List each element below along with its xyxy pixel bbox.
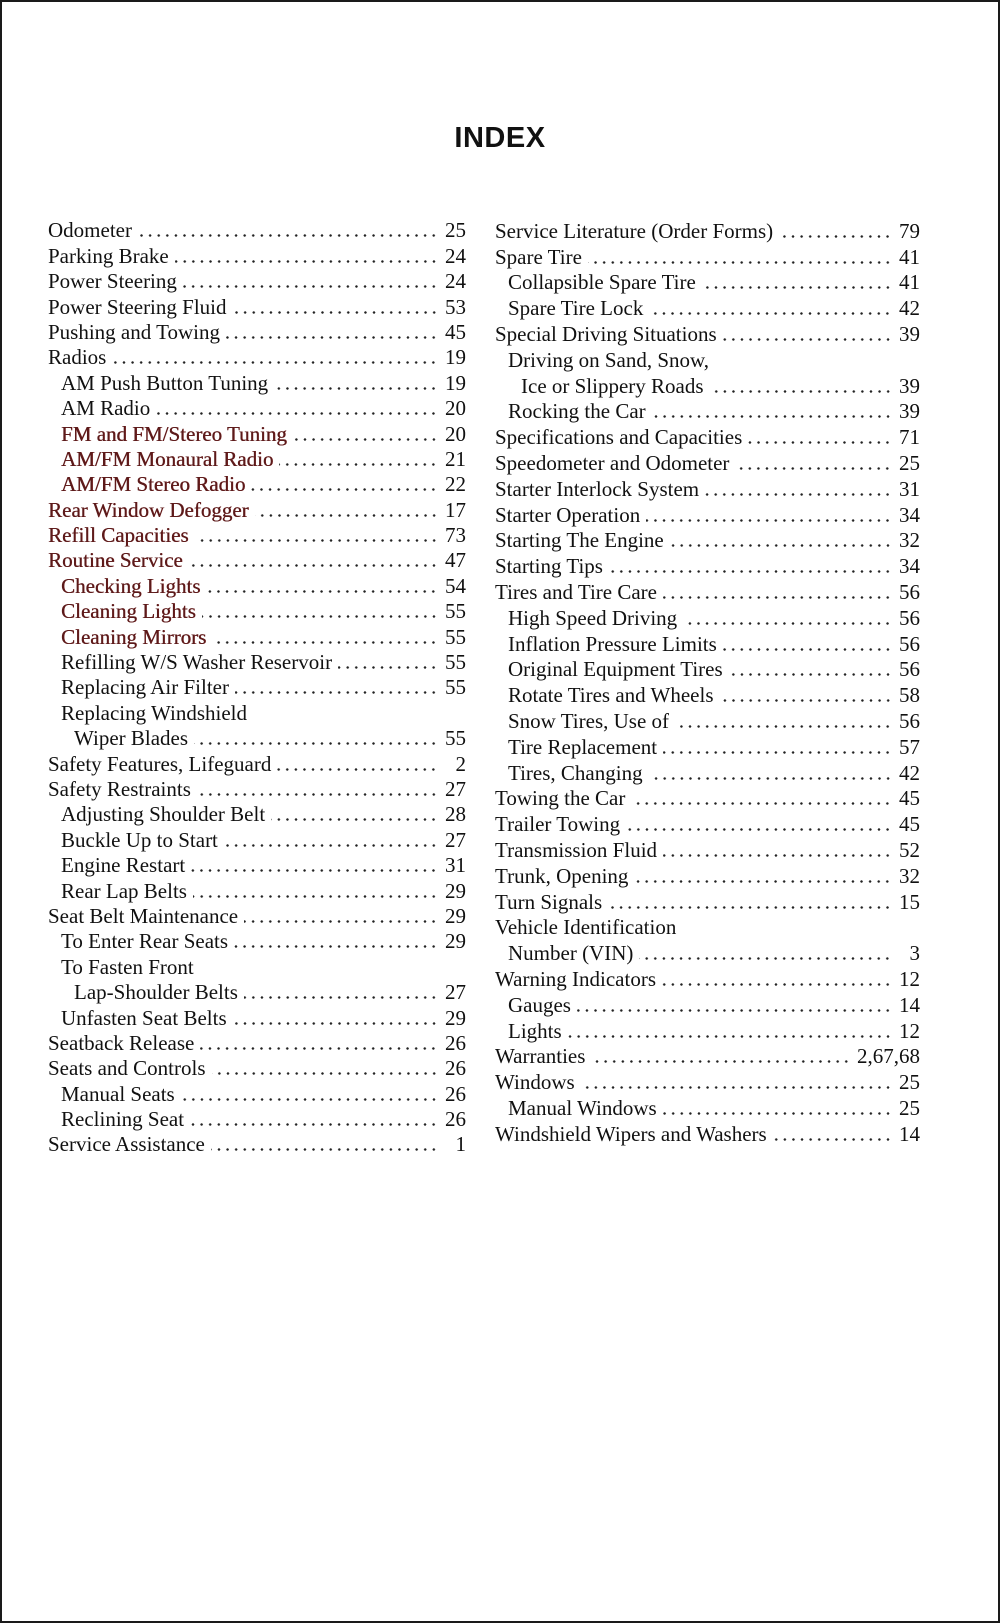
dot-leader: [649, 777, 892, 780]
dot-leader: [200, 1047, 438, 1050]
index-entry-label: AM Push Button Tuning: [61, 370, 269, 395]
index-entry-page: 27: [445, 776, 466, 801]
dot-leader: [233, 1022, 438, 1025]
index-entry-label: Trunk, Opening: [495, 863, 629, 888]
index-entry: [495, 270, 920, 296]
dot-leader: [112, 361, 438, 364]
index-entry-page: 79: [899, 218, 920, 243]
index-entry-label: Service Assistance: [48, 1132, 205, 1157]
index-entry: [48, 218, 466, 243]
index-entry: [495, 1121, 920, 1147]
index-entry-label: Safety Restraints: [48, 776, 191, 801]
index-entry-page: 55: [445, 726, 466, 751]
dot-leader: [194, 742, 438, 745]
dot-leader: [608, 906, 892, 909]
index-entry-page: 2: [455, 751, 466, 776]
dot-leader: [255, 514, 438, 517]
index-entry-label: Manual Seats: [61, 1081, 175, 1106]
index-entry-page: 55: [445, 650, 466, 675]
index-entry-page: 25: [899, 1095, 920, 1120]
index-entry-page: 24: [445, 269, 466, 294]
dot-leader: [338, 666, 438, 669]
dot-leader: [568, 1035, 892, 1038]
index-entry: [495, 657, 920, 683]
index-entry: [495, 295, 920, 321]
dot-leader: [212, 1072, 439, 1075]
dot-leader: [720, 699, 892, 702]
dot-leader: [773, 1138, 892, 1141]
index-entry-page: 45: [899, 786, 920, 811]
index-entry-label: Reclining Seat: [61, 1107, 185, 1132]
index-entry-label: Gauges: [508, 992, 571, 1017]
index-entry: [48, 1081, 466, 1106]
index-entry-label: FM and FM/Stereo Tuning: [61, 421, 287, 446]
dot-leader: [577, 1009, 892, 1012]
index-entry-label: AM Radio: [61, 396, 151, 421]
dot-leader: [244, 920, 438, 923]
index-entry-page: 3: [909, 941, 920, 966]
index-entry: [48, 929, 466, 954]
dot-leader: [277, 768, 438, 771]
index-entry-label: Replacing Air Filter: [61, 675, 229, 700]
index-entry-page: 56: [899, 605, 920, 630]
index-entry-label: High Speed Driving: [508, 605, 678, 630]
index-entry-label: Seatback Release: [48, 1030, 195, 1055]
index-entry-page: 47: [445, 548, 466, 573]
index-entry-label: Power Steering Fluid: [48, 294, 227, 319]
index-entry-label: Rotate Tires and Wheels: [508, 683, 714, 708]
dot-leader: [710, 390, 892, 393]
index-entry: [495, 1069, 920, 1095]
dot-leader: [663, 596, 892, 599]
dot-leader: [138, 234, 438, 237]
index-entry-label: Lap-Shoulder Belts: [74, 980, 238, 1005]
index-entry-label: Refilling W/S Washer Reservoir: [61, 650, 333, 675]
index-entry-page: 39: [899, 373, 920, 398]
index-entry: [48, 497, 466, 522]
dot-leader: [271, 818, 438, 821]
dot-leader: [181, 1098, 438, 1101]
index-entry: [495, 811, 920, 837]
index-entry-page: 27: [445, 980, 466, 1005]
index-entry-label: Radios: [48, 345, 107, 370]
index-entry-page: 25: [899, 1070, 920, 1095]
index-entry-label: Warning Indicators: [495, 966, 657, 991]
index-entry-page: 73: [445, 523, 466, 548]
dot-leader: [735, 467, 892, 470]
index-entry-page: 42: [899, 760, 920, 785]
index-entry-page: 32: [899, 863, 920, 888]
index-column-left: [48, 218, 466, 1157]
index-entry: [48, 269, 466, 294]
index-entry-label: Rear Window Defogger: [48, 497, 249, 522]
index-entry-label: Lights: [508, 1018, 562, 1043]
index-entry-label: Starting Tips: [495, 554, 603, 579]
index-entry: [48, 599, 466, 624]
index-entry-label: AM/FM Monaural Radio: [61, 446, 274, 471]
index-entry: [495, 708, 920, 734]
index-entry: [495, 450, 920, 476]
index-entry: [495, 992, 920, 1018]
index-entry-page: 25: [899, 450, 920, 475]
index-entry: [48, 675, 466, 700]
index-entry: [48, 548, 466, 573]
index-entry: [495, 760, 920, 786]
index-entry-label: Snow Tires, Use of: [508, 708, 670, 733]
dot-leader: [683, 622, 892, 625]
index-entry: [48, 827, 466, 852]
index-entry: [48, 980, 466, 1005]
dot-leader: [190, 1123, 438, 1126]
dot-leader: [193, 895, 438, 898]
index-entry-label: AM/FM Stereo Radio: [61, 472, 246, 497]
index-entry-page: 14: [899, 992, 920, 1017]
dot-leader: [191, 869, 438, 872]
dot-leader: [649, 312, 892, 315]
index-entry-label: Number (VIN): [508, 941, 634, 966]
index-entry-label: Checking Lights: [61, 573, 201, 598]
index-column-right: [495, 218, 920, 1147]
index-entry: [48, 700, 466, 725]
index-entry: [48, 320, 466, 345]
dot-leader: [631, 802, 892, 805]
index-entry-page: 56: [899, 708, 920, 733]
index-entry: [48, 777, 466, 802]
index-entry: [48, 447, 466, 472]
index-entry: [495, 347, 920, 373]
index-entry-label: Refill Capacities: [48, 523, 189, 548]
index-entry: [48, 726, 466, 751]
index-entry: [48, 1132, 466, 1157]
index-entry-page: 19: [445, 370, 466, 395]
dot-leader: [183, 285, 438, 288]
index-entry-page: 27: [445, 827, 466, 852]
index-entry-label: Vehicle Identification: [495, 915, 677, 940]
dot-leader: [206, 590, 438, 593]
dot-leader: [189, 564, 438, 567]
index-entry-page: 34: [899, 554, 920, 579]
index-entry-label: Driving on Sand, Snow,: [508, 347, 710, 372]
dot-leader: [748, 441, 892, 444]
index-entry-page: 32: [899, 528, 920, 553]
index-entry-label: Warranties: [495, 1044, 586, 1069]
index-entry-page: 39: [899, 321, 920, 346]
index-entry-label: Starter Operation: [495, 502, 641, 527]
index-entry-label: Speedometer and Odometer: [495, 450, 730, 475]
index-entry: [48, 1031, 466, 1056]
index-entry-page: 31: [899, 476, 920, 501]
index-entry-label: Seat Belt Maintenance: [48, 903, 239, 928]
index-entry-page: 26: [445, 1081, 466, 1106]
index-entry: [495, 502, 920, 528]
dot-leader: [609, 570, 892, 573]
index-entry-page: 55: [445, 599, 466, 624]
dot-leader: [233, 311, 439, 314]
index-entry-label: Wiper Blades: [74, 726, 189, 751]
index-entry-page: 22: [445, 472, 466, 497]
dot-leader: [202, 615, 438, 618]
index-entry-label: Transmission Fluid: [495, 837, 658, 862]
index-entry-label: Inflation Pressure Limits: [508, 631, 717, 656]
index-entry: [495, 966, 920, 992]
index-entry-page: 52: [899, 837, 920, 862]
index-entry: [495, 321, 920, 347]
index-entry-label: Starting The Engine: [495, 528, 664, 553]
dot-leader: [723, 338, 892, 341]
dot-leader: [626, 828, 892, 831]
index-entry: [495, 244, 920, 270]
index-entry-label: To Enter Rear Seats: [61, 929, 229, 954]
dot-leader: [639, 957, 892, 960]
index-entry-page: 71: [899, 425, 920, 450]
dot-leader: [705, 493, 892, 496]
dot-leader: [212, 641, 438, 644]
dot-leader: [234, 945, 438, 948]
index-entry-label: Spare Tire: [495, 244, 582, 269]
index-entry: [495, 1095, 920, 1121]
dot-leader: [251, 488, 438, 491]
index-entry-label: Service Literature (Order Forms): [495, 218, 774, 243]
dot-leader: [652, 415, 892, 418]
index-entry: [48, 421, 466, 446]
index-entry-page: 29: [445, 903, 466, 928]
index-entry: [48, 573, 466, 598]
index-entry-page: 31: [445, 853, 466, 878]
index-entry-page: 54: [445, 573, 466, 598]
index-entry-page: 20: [445, 421, 466, 446]
index-entry-page: 28: [445, 802, 466, 827]
dot-leader: [581, 1086, 892, 1089]
index-entry-page: 56: [899, 657, 920, 682]
index-entry-label: Specifications and Capacities: [495, 425, 743, 450]
dot-leader: [244, 996, 438, 999]
index-entry-label: Safety Features, Lifeguard: [48, 751, 272, 776]
index-entry-label: Rocking the Car: [508, 399, 646, 424]
index-entry-label: Pushing and Towing: [48, 319, 220, 344]
index-entry: [495, 424, 920, 450]
dot-leader: [634, 880, 892, 883]
dot-leader: [293, 438, 438, 441]
index-entry: [48, 802, 466, 827]
index-entry-page: 41: [899, 270, 920, 295]
index-entry: [495, 1044, 920, 1070]
index-entry: [48, 954, 466, 979]
index-entry-page: 57: [899, 734, 920, 759]
dot-leader: [226, 336, 438, 339]
index-entry-page: 14: [899, 1121, 920, 1146]
index-entry-page: 26: [445, 1056, 466, 1081]
index-entry-label: Cleaning Mirrors: [61, 624, 207, 649]
index-entry-page: 39: [899, 399, 920, 424]
dot-leader: [646, 519, 892, 522]
index-entry: [48, 294, 466, 319]
dot-leader: [156, 412, 438, 415]
index-entry-label: Tire Replacement: [508, 734, 658, 759]
index-entry-label: Parking Brake: [48, 243, 169, 268]
index-entry-label: Starter Interlock System: [495, 476, 700, 501]
index-entry-label: Tires, Changing: [508, 760, 643, 785]
index-entry-label: Routine Service: [48, 548, 183, 573]
index-entry-label: Turn Signals: [495, 889, 603, 914]
index-entry-page: 56: [899, 579, 920, 604]
dot-leader: [675, 725, 892, 728]
index-entry: [48, 243, 466, 268]
index-entry-label: Special Driving Situations: [495, 321, 717, 346]
index-entry-page: 15: [899, 889, 920, 914]
index-entry-label: Engine Restart: [61, 853, 186, 878]
index-entry-page: 29: [445, 929, 466, 954]
index-entry-label: To Fasten Front: [61, 954, 194, 979]
index-entry-page: 55: [445, 624, 466, 649]
index-entry: [495, 682, 920, 708]
dot-leader: [274, 387, 438, 390]
index-entry: [495, 837, 920, 863]
index-entry-label: Spare Tire Lock: [508, 296, 644, 321]
index-entry-page: 2,67,68: [857, 1044, 920, 1069]
index-entry-page: 12: [899, 966, 920, 991]
dot-leader: [702, 286, 892, 289]
index-entry: [48, 624, 466, 649]
index-entry: [495, 476, 920, 502]
index-entry-page: 25: [445, 218, 466, 243]
index-entry: [495, 605, 920, 631]
index-entry-page: 58: [899, 683, 920, 708]
index-entry-page: 21: [445, 446, 466, 471]
dot-leader: [723, 648, 892, 651]
index-entry: [48, 650, 466, 675]
index-entry-label: Windshield Wipers and Washers: [495, 1121, 767, 1146]
index-entry: [495, 631, 920, 657]
index-entry: [48, 523, 466, 548]
index-entry: [495, 218, 920, 244]
index-entry-label: Trailer Towing: [495, 812, 621, 837]
index-entry: [48, 396, 466, 421]
dot-leader: [663, 1112, 892, 1115]
index-entry-page: 24: [445, 243, 466, 268]
index-entry-label: Ice or Slippery Roads: [521, 373, 704, 398]
index-entry-label: Power Steering: [48, 269, 177, 294]
dot-leader: [588, 261, 892, 264]
index-entry-label: Towing the Car: [495, 786, 626, 811]
dot-leader: [175, 260, 438, 263]
index-entry-label: Manual Windows: [508, 1095, 657, 1120]
index-entry-page: 45: [899, 812, 920, 837]
index-entry-page: 20: [445, 396, 466, 421]
index-entry: [48, 345, 466, 370]
index-entry-page: 29: [445, 1005, 466, 1030]
index-entry-page: 26: [445, 1107, 466, 1132]
index-entry: [48, 853, 466, 878]
index-entry: [48, 370, 466, 395]
dot-leader: [663, 854, 892, 857]
index-entry-page: 26: [445, 1030, 466, 1055]
index-entry-page: 17: [445, 497, 466, 522]
index-entry-page: 19: [445, 345, 466, 370]
index-entry: [495, 373, 920, 399]
dot-leader: [211, 1148, 438, 1151]
index-entry: [495, 863, 920, 889]
dot-leader: [224, 844, 438, 847]
index-entry: [495, 940, 920, 966]
index-entry: [48, 1056, 466, 1081]
index-entry-label: Tires and Tire Care: [495, 579, 657, 604]
index-entry-page: 45: [445, 319, 466, 344]
index-entry-page: 12: [899, 1018, 920, 1043]
index-entry-label: Cleaning Lights: [61, 599, 196, 624]
dot-leader: [670, 544, 892, 547]
index-entry-page: 41: [899, 244, 920, 269]
index-entry-label: Unfasten Seat Belts: [61, 1005, 227, 1030]
index-entry-page: 1: [455, 1132, 466, 1157]
dot-leader: [235, 691, 438, 694]
index-entry-page: 34: [899, 502, 920, 527]
index-entry-page: 42: [899, 296, 920, 321]
dot-leader: [197, 793, 438, 796]
dot-leader: [591, 1060, 851, 1063]
index-entry-label: Original Equipment Tires: [508, 657, 723, 682]
index-entry: [495, 1018, 920, 1044]
index-entry-label: Odometer: [48, 218, 132, 243]
index-entry-page: 53: [445, 294, 466, 319]
dot-leader: [662, 983, 892, 986]
index-entry-label: Replacing Windshield: [61, 700, 247, 725]
index-entry-page: 29: [445, 878, 466, 903]
index-entry: [495, 915, 920, 941]
index-entry-label: Windows: [495, 1070, 575, 1095]
index-entry-label: Seats and Controls: [48, 1056, 206, 1081]
index-entry-label: Collapsible Spare Tire: [508, 270, 696, 295]
index-entry-label: Buckle Up to Start: [61, 827, 218, 852]
index-entry-page: 55: [445, 675, 466, 700]
dot-leader: [729, 673, 892, 676]
index-entry: [495, 579, 920, 605]
dot-leader: [779, 235, 892, 238]
index-entry: [495, 528, 920, 554]
index-entry: [48, 1005, 466, 1030]
index-entry: [48, 904, 466, 929]
index-entry-label: Adjusting Shoulder Belt: [61, 802, 266, 827]
index-entry: [48, 472, 466, 497]
index-entry-page: 56: [899, 631, 920, 656]
index-entry: [495, 553, 920, 579]
index-entry: [48, 1107, 466, 1132]
index-entry: [48, 878, 466, 903]
index-entry: [495, 734, 920, 760]
index-entry: [48, 751, 466, 776]
index-entry-label: Rear Lap Belts: [61, 878, 187, 903]
dot-leader: [195, 539, 438, 542]
dot-leader: [663, 751, 892, 754]
index-entry: [495, 889, 920, 915]
index-entry: [495, 399, 920, 425]
dot-leader: [279, 463, 438, 466]
page-title: INDEX: [454, 122, 546, 154]
index-entry: [495, 786, 920, 812]
